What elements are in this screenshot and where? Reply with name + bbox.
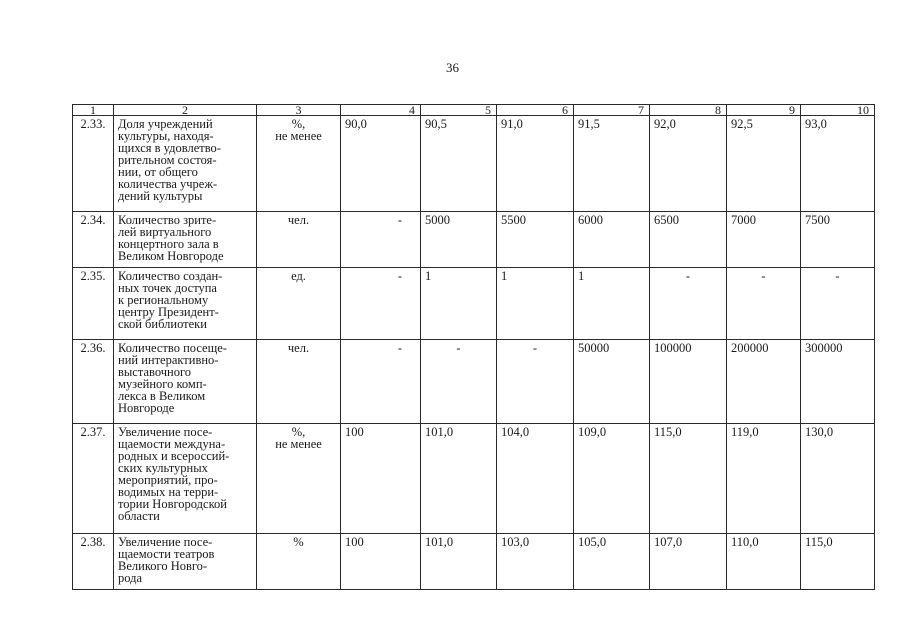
- indicator-name-line: родных и всероссий-: [118, 449, 230, 463]
- unit-line: чел.: [287, 341, 310, 355]
- indicator-name-line: щаемости междуна-: [118, 437, 226, 451]
- value-cell: -: [650, 268, 727, 340]
- value-cell: 103,0: [497, 534, 574, 590]
- page-number: 36: [446, 60, 459, 75]
- value-cell: 200000: [727, 340, 801, 424]
- indicator-name-line: Великого Новго-: [118, 559, 208, 573]
- value-cell: -: [341, 212, 421, 268]
- indicator-name-line: к региональному: [118, 293, 209, 307]
- unit-cell: [257, 340, 341, 424]
- indicator-name-line: рода: [118, 571, 143, 585]
- header-cell: 8: [650, 105, 727, 116]
- table-row: [73, 116, 875, 212]
- value-cell: 5000: [421, 212, 497, 268]
- indicator-name-line: ских культурных: [118, 461, 208, 475]
- indicator-name-line: музейного комп-: [118, 377, 207, 391]
- row-number: 2.38.: [73, 534, 114, 590]
- table-row: [73, 424, 875, 534]
- header-cell: 10: [801, 105, 875, 116]
- value-cell: 5500: [497, 212, 574, 268]
- indicator-name-line: Увеличение посе-: [118, 425, 213, 439]
- value-cell: 7000: [727, 212, 801, 268]
- value-cell: 1: [421, 268, 497, 340]
- indicator-name: [114, 116, 257, 212]
- unit-line: не менее: [275, 437, 322, 451]
- value-cell: 1: [574, 268, 650, 340]
- unit-line: не менее: [275, 129, 322, 143]
- value-cell: -: [421, 340, 497, 424]
- unit-line: ед.: [291, 269, 306, 283]
- value-cell: 100: [341, 534, 421, 590]
- indicator-name-line: Великом Новгороде: [118, 249, 224, 263]
- indicator-name-line: ний интерактивно-: [118, 353, 219, 367]
- indicator-name-line: ных точек доступа: [118, 281, 217, 295]
- value-cell: 130,0: [801, 424, 875, 534]
- indicator-name-line: лей виртуального: [118, 225, 212, 239]
- indicator-name-line: Количество посеще-: [118, 341, 227, 355]
- value-cell: 101,0: [421, 424, 497, 534]
- indicator-name: [114, 268, 257, 340]
- table-row: [73, 534, 875, 590]
- header-cell: 3: [257, 105, 341, 116]
- indicator-name-line: количества учреж-: [118, 177, 218, 191]
- value-cell: 1: [497, 268, 574, 340]
- indicator-name: [114, 424, 257, 534]
- header-cell: 2: [114, 105, 257, 116]
- indicator-name-line: ской библиотеки: [118, 317, 207, 331]
- value-cell: 6500: [650, 212, 727, 268]
- row-number: 2.35.: [73, 268, 114, 340]
- value-cell: -: [341, 268, 421, 340]
- indicator-name-line: области: [118, 509, 160, 523]
- indicator-name-line: центру Президент-: [118, 305, 219, 319]
- value-cell: 100000: [650, 340, 727, 424]
- value-cell: 92,5: [727, 116, 801, 212]
- value-cell: 91,0: [497, 116, 574, 212]
- row-number: 2.36.: [73, 340, 114, 424]
- unit-line: чел.: [287, 213, 310, 227]
- value-cell: 110,0: [727, 534, 801, 590]
- value-cell: 104,0: [497, 424, 574, 534]
- indicators-table: [72, 104, 875, 590]
- header-cell: 9: [727, 105, 801, 116]
- indicator-name-line: водимых на терри-: [118, 485, 219, 499]
- value-cell: 101,0: [421, 534, 497, 590]
- header-cell: 4: [341, 105, 421, 116]
- unit-line: %: [293, 535, 304, 549]
- indicator-name-line: концертного зала в: [118, 237, 219, 251]
- value-cell: 115,0: [801, 534, 875, 590]
- indicator-name: [114, 340, 257, 424]
- row-number: 2.37.: [73, 424, 114, 534]
- header-row: [73, 105, 875, 116]
- indicator-name-line: дений культуры: [118, 189, 203, 203]
- indicator-name-line: Количество создан-: [118, 269, 223, 283]
- value-cell: 109,0: [574, 424, 650, 534]
- value-cell: 6000: [574, 212, 650, 268]
- value-cell: 93,0: [801, 116, 875, 212]
- indicator-name-line: Новгороде: [118, 401, 175, 415]
- indicator-name-line: лекса в Великом: [118, 389, 206, 403]
- value-cell: 119,0: [727, 424, 801, 534]
- value-cell: 107,0: [650, 534, 727, 590]
- value-cell: 100: [341, 424, 421, 534]
- unit-line: %,: [291, 117, 306, 131]
- value-cell: 115,0: [650, 424, 727, 534]
- indicator-name-line: Доля учреждений: [118, 117, 213, 131]
- unit-cell: [257, 268, 341, 340]
- value-cell: -: [341, 340, 421, 424]
- value-cell: -: [497, 340, 574, 424]
- value-cell: 300000: [801, 340, 875, 424]
- unit-cell: [257, 424, 341, 534]
- unit-cell: [257, 534, 341, 590]
- value-cell: 50000: [574, 340, 650, 424]
- row-number: 2.33.: [73, 116, 114, 212]
- indicator-name: [114, 534, 257, 590]
- value-cell: -: [801, 268, 875, 340]
- header-cell: 1: [73, 105, 114, 116]
- indicator-name-line: мероприятий, про-: [118, 473, 218, 487]
- value-cell: 105,0: [574, 534, 650, 590]
- table-row: [73, 212, 875, 268]
- unit-cell: [257, 116, 341, 212]
- value-cell: 90,5: [421, 116, 497, 212]
- unit-line: %,: [291, 425, 306, 439]
- row-number: 2.34.: [73, 212, 114, 268]
- indicator-name-line: нии, от общего: [118, 165, 198, 179]
- table-row: [73, 340, 875, 424]
- indicator-name-line: Количество зрите-: [118, 213, 217, 227]
- value-cell: 90,0: [341, 116, 421, 212]
- indicator-name-line: культуры, находя-: [118, 129, 214, 143]
- value-cell: 91,5: [574, 116, 650, 212]
- indicator-name-line: выставочного: [118, 365, 192, 379]
- indicator-name-line: щаемости театров: [118, 547, 215, 561]
- indicator-name-line: тории Новгородской: [118, 497, 227, 511]
- indicator-name-line: Увеличение посе-: [118, 535, 213, 549]
- header-cell: 6: [497, 105, 574, 116]
- unit-cell: [257, 212, 341, 268]
- indicator-name: [114, 212, 257, 268]
- value-cell: 7500: [801, 212, 875, 268]
- header-cell: 7: [574, 105, 650, 116]
- indicator-name-line: рительном состоя-: [118, 153, 217, 167]
- value-cell: 92,0: [650, 116, 727, 212]
- value-cell: -: [727, 268, 801, 340]
- table-row: [73, 268, 875, 340]
- indicator-name-line: щихся в удовлетво-: [118, 141, 221, 155]
- header-cell: 5: [421, 105, 497, 116]
